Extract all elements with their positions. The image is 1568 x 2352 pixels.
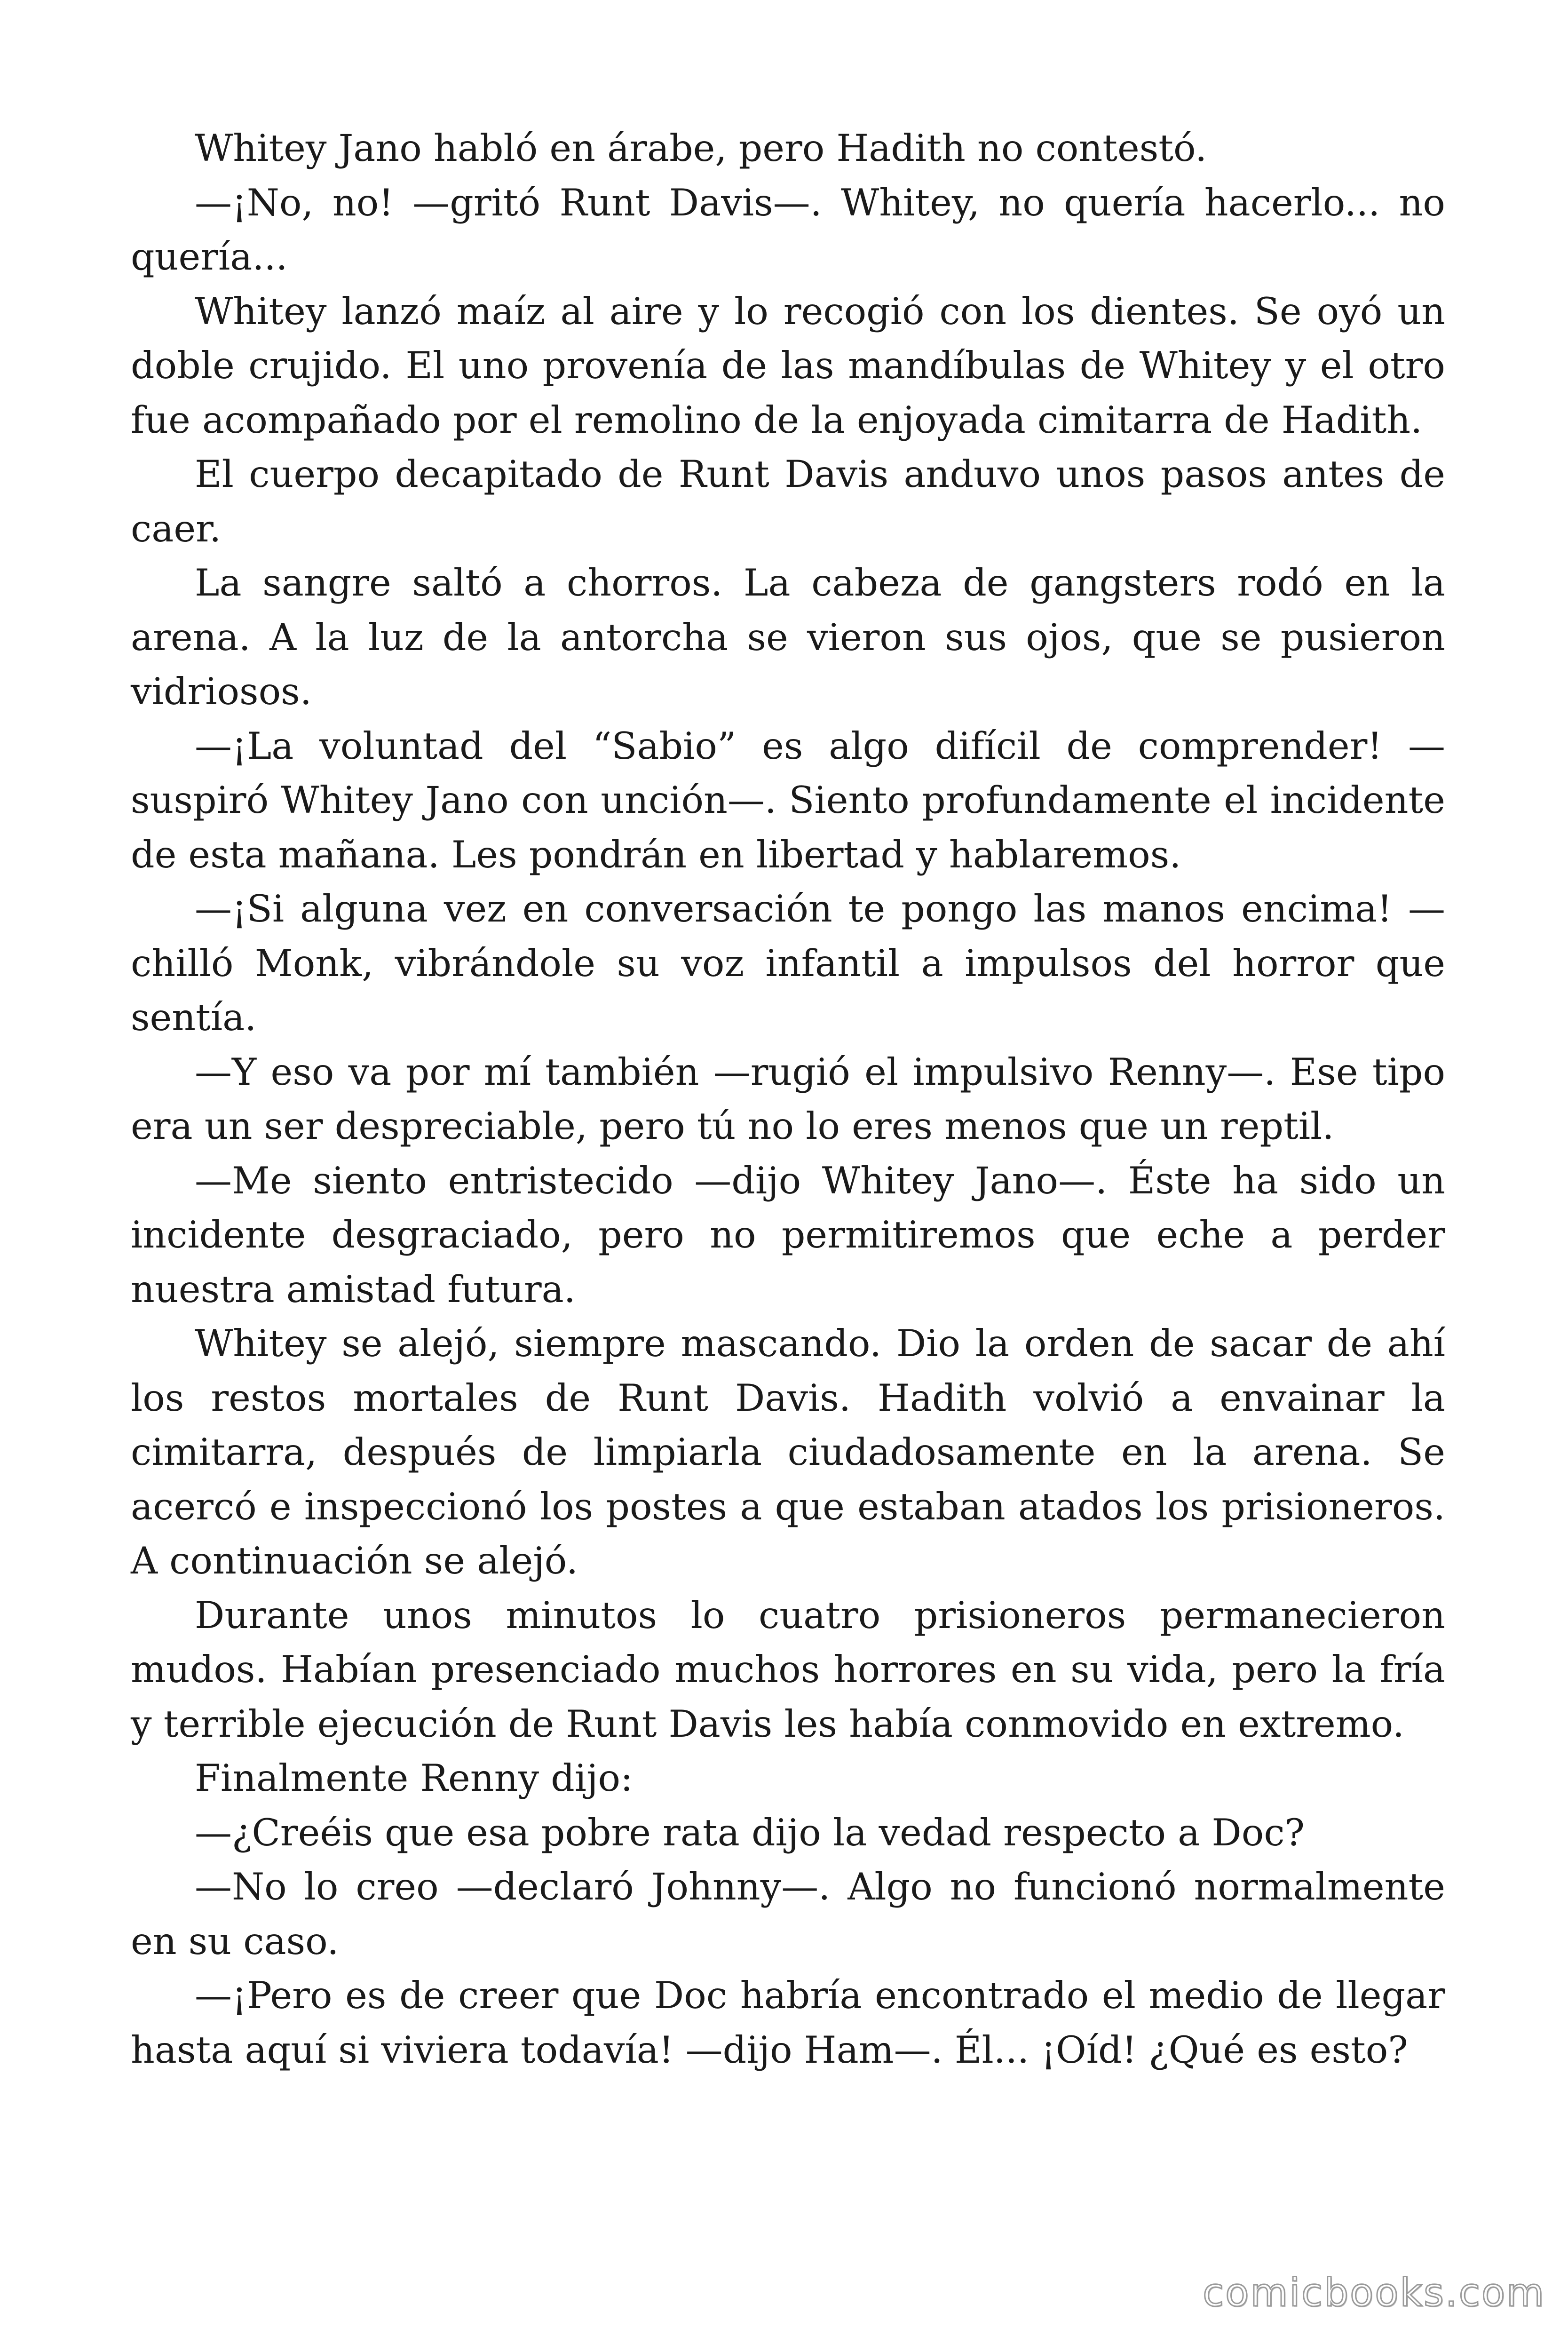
- paragraph: —¿Creéis que esa pobre rata dijo la vedad respecto a Doc?: [195, 1811, 1305, 1854]
- paragraph: Whitey Jano habló en árabe, pero Hadith no contestó.: [195, 127, 1207, 170]
- paragraph: —¡Pero es de creer que Doc habría encontrado el medio de llegar hasta aquí si viviera todavía! —dijo Ham—. Él... ¡Oíd! ¿Qué es esto?: [131, 1974, 1445, 2072]
- paragraph: —No lo creo —declaró Johnny—. Algo no funcionó normalmente en su caso.: [131, 1865, 1445, 1963]
- paragraph: —¡La voluntad del “Sabio” es algo difícil de comprender! —suspiró Whitey Jano con unción—. Siento profundamente el incidente de esta mañana. Les pondrán en libertad y hablaremos.: [131, 724, 1445, 876]
- paragraph: —¡No, no! —gritó Runt Davis—. Whitey, no quería hacerlo... no quería...: [131, 181, 1445, 278]
- paragraph: —Me siento entristecido —dijo Whitey Jano—. Éste ha sido un incidente desgraciado, pero no permitiremos que eche a perder nuestra amistad futura.: [131, 1159, 1445, 1311]
- paragraph: El cuerpo decapitado de Runt Davis anduvo unos pasos antes de caer.: [131, 453, 1445, 550]
- page-body: [131, 121, 1445, 2077]
- paragraph: —¡Si alguna vez en conversación te pongo las manos encima! —chilló Monk, vibrándole su voz infantil a impulsos del horror que sentía.: [131, 887, 1445, 1039]
- watermark-logo: comicbooks.com: [1203, 2271, 1545, 2315]
- paragraph: —Y eso va por mí también —rugió el impulsivo Renny—. Ese tipo era un ser despreciable, pero tú no lo eres menos que un reptil.: [131, 1050, 1445, 1148]
- paragraph: Whitey se alejó, siempre mascando. Dio la orden de sacar de ahí los restos mortales de Runt Davis. Hadith volvió a envainar la cimitarra, después de limpiarla ciudadosamente en la arena. Se acercó e inspeccionó los postes a que estaban atados los prisioneros. A continuación se alejó.: [131, 1322, 1445, 1582]
- paragraph: La sangre saltó a chorros. La cabeza de gangsters rodó en la arena. A la luz de la antorcha se vieron sus ojos, que se pusieron vidriosos.: [131, 561, 1445, 713]
- paragraph: Durante unos minutos lo cuatro prisioneros permanecieron mudos. Habían presenciado muchos horrores en su vida, pero la fría y terrible ejecución de Runt Davis les había conmovido en extremo.: [131, 1593, 1445, 1746]
- paragraph: Finalmente Renny dijo:: [195, 1756, 633, 1800]
- paragraph: Whitey lanzó maíz al aire y lo recogió con los dientes. Se oyó un doble crujido. El uno provenía de las mandíbulas de Whitey y el otro fue acompañado por el remolino de la enjoyada cimitarra de Hadith.: [131, 289, 1445, 442]
